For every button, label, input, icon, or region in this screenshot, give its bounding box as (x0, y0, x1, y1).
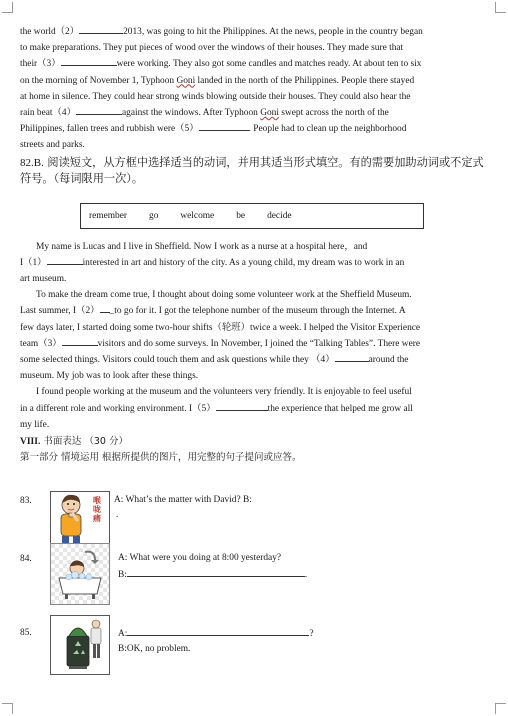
passage-line: To make the dream come true, I thought about doing some volunteer work at the Sheffield Museum. (36, 290, 412, 301)
blank-2[interactable] (100, 303, 110, 313)
passage-82 (20, 239, 486, 433)
section-8-heading: VIII. 书面表达 （30 分） (20, 436, 128, 448)
passage-line: team（3） visitors and do some surveys. In November, I joined the “Talking Tables”. There were (20, 336, 486, 352)
corner-mark-bottom-left (2, 703, 13, 714)
passage-line: my life. (20, 419, 50, 430)
passage-line: to make preparations. They put pieces of wood over the windows of their houses. They made sure that (20, 43, 404, 54)
question-83-text: A: What’s the matter with David? B: . (114, 495, 252, 520)
corner-mark-top-left (2, 2, 13, 13)
passage-line: streets and parks. (20, 140, 85, 151)
word-box (80, 203, 424, 229)
passage-line: art museum. (20, 274, 67, 285)
bath-picture (50, 543, 110, 605)
blank-3[interactable] (62, 336, 98, 346)
passage-line: on the morning of November 1, Typhoon Goni landed in the north of the Philippines. People there stayed (20, 75, 415, 86)
answer-line[interactable] (127, 566, 305, 577)
typhoon-name: Goni (176, 75, 196, 86)
passage-line: the world（2） 2013, was going to hit the Philippines. At the news, people in the country began (20, 24, 486, 40)
blank-5[interactable] (199, 121, 249, 131)
passage-line: I（1） interested in art and history of the city. As a young child, my dream was to work in an (20, 255, 486, 271)
typhoon-name: Goni (260, 108, 279, 119)
blank-2[interactable] (79, 24, 123, 34)
word-option: go (149, 210, 159, 221)
part-1-instruction: 第一部分 情境运用 根据所提供的图片，用完整的句子提问或应答。 (20, 452, 302, 464)
boy-bathing-icon (51, 544, 109, 604)
question-84: 84. A: What were you doing at 8:00 yesterday? B: . (20, 545, 486, 615)
passage-line: in a different role and working environment. I（5） the experience that helped me grow all (20, 401, 486, 417)
rubbish-picture (50, 615, 110, 675)
passage-line: Philippines, fallen trees and rubbish were（5） . People had to clean up the neighborhood (20, 121, 486, 137)
take-out-rubbish-icon (51, 616, 109, 674)
sore-throat-label: 喉咙痛 (93, 496, 101, 523)
passage-line: museum. My job was to look after these things. (20, 371, 199, 382)
word-option: welcome (180, 210, 215, 221)
question-85: 85. A: ? B:OK, no problem. (20, 615, 486, 679)
corner-mark-top-right (495, 2, 506, 13)
passage-line: few days later, I started doing some two-hour shifts（轮班）twice a week. I helped the Visitor Experience (20, 322, 421, 333)
passage-line: some selected things. Visitors could touch them and ask questions while they （4） around the (20, 352, 486, 368)
passage-81 (20, 24, 486, 154)
blank-3[interactable] (61, 56, 117, 66)
question-82-heading: 82.B. 阅读短文，从方框中选择适当的动词，并用其适当形式填空。有的需要加助动词或不定式符号。（每词限用一次）。 (20, 155, 484, 185)
question-85-text: A: ? B:OK, no problem. (118, 625, 314, 657)
blank-1[interactable] (47, 255, 83, 265)
passage-line: Last summer, I（2） _to go for it. I got the telephone number of the museum through the Internet. A (20, 303, 486, 319)
corner-mark-bottom-right (495, 703, 506, 714)
blank-4[interactable] (335, 352, 369, 362)
blank-4[interactable] (76, 105, 122, 115)
blank-5[interactable] (216, 401, 268, 411)
passage-line: I found people working at the museum and the volunteers very friendly. It is enjoyable to feel useful (36, 387, 412, 398)
question-83: 83. 喉咙痛 A: What’s the matter with David? B: . (20, 491, 486, 551)
passage-line: rain beat（4） against the windows. After Typhoon Goni swept across the north of the (20, 105, 486, 121)
passage-line: at home in silence. They could hear strong winds blowing outside their houses. They could also hear the (20, 91, 411, 102)
passage-line: their（3） were working. They also got some candles and matches ready. At about ten to six (20, 56, 486, 72)
word-option: decide (267, 210, 292, 221)
exam-page (20, 24, 486, 654)
word-option: be (236, 210, 246, 221)
question-84-text: A: What were you doing at 8:00 yesterday? B: . (118, 553, 308, 580)
sore-throat-picture (50, 491, 110, 545)
passage-line: My name is Lucas and I live in Sheffield. Now I work as a nurse at a hospital here，and (36, 241, 368, 252)
answer-line[interactable] (127, 625, 309, 636)
word-option: remember (89, 210, 127, 221)
